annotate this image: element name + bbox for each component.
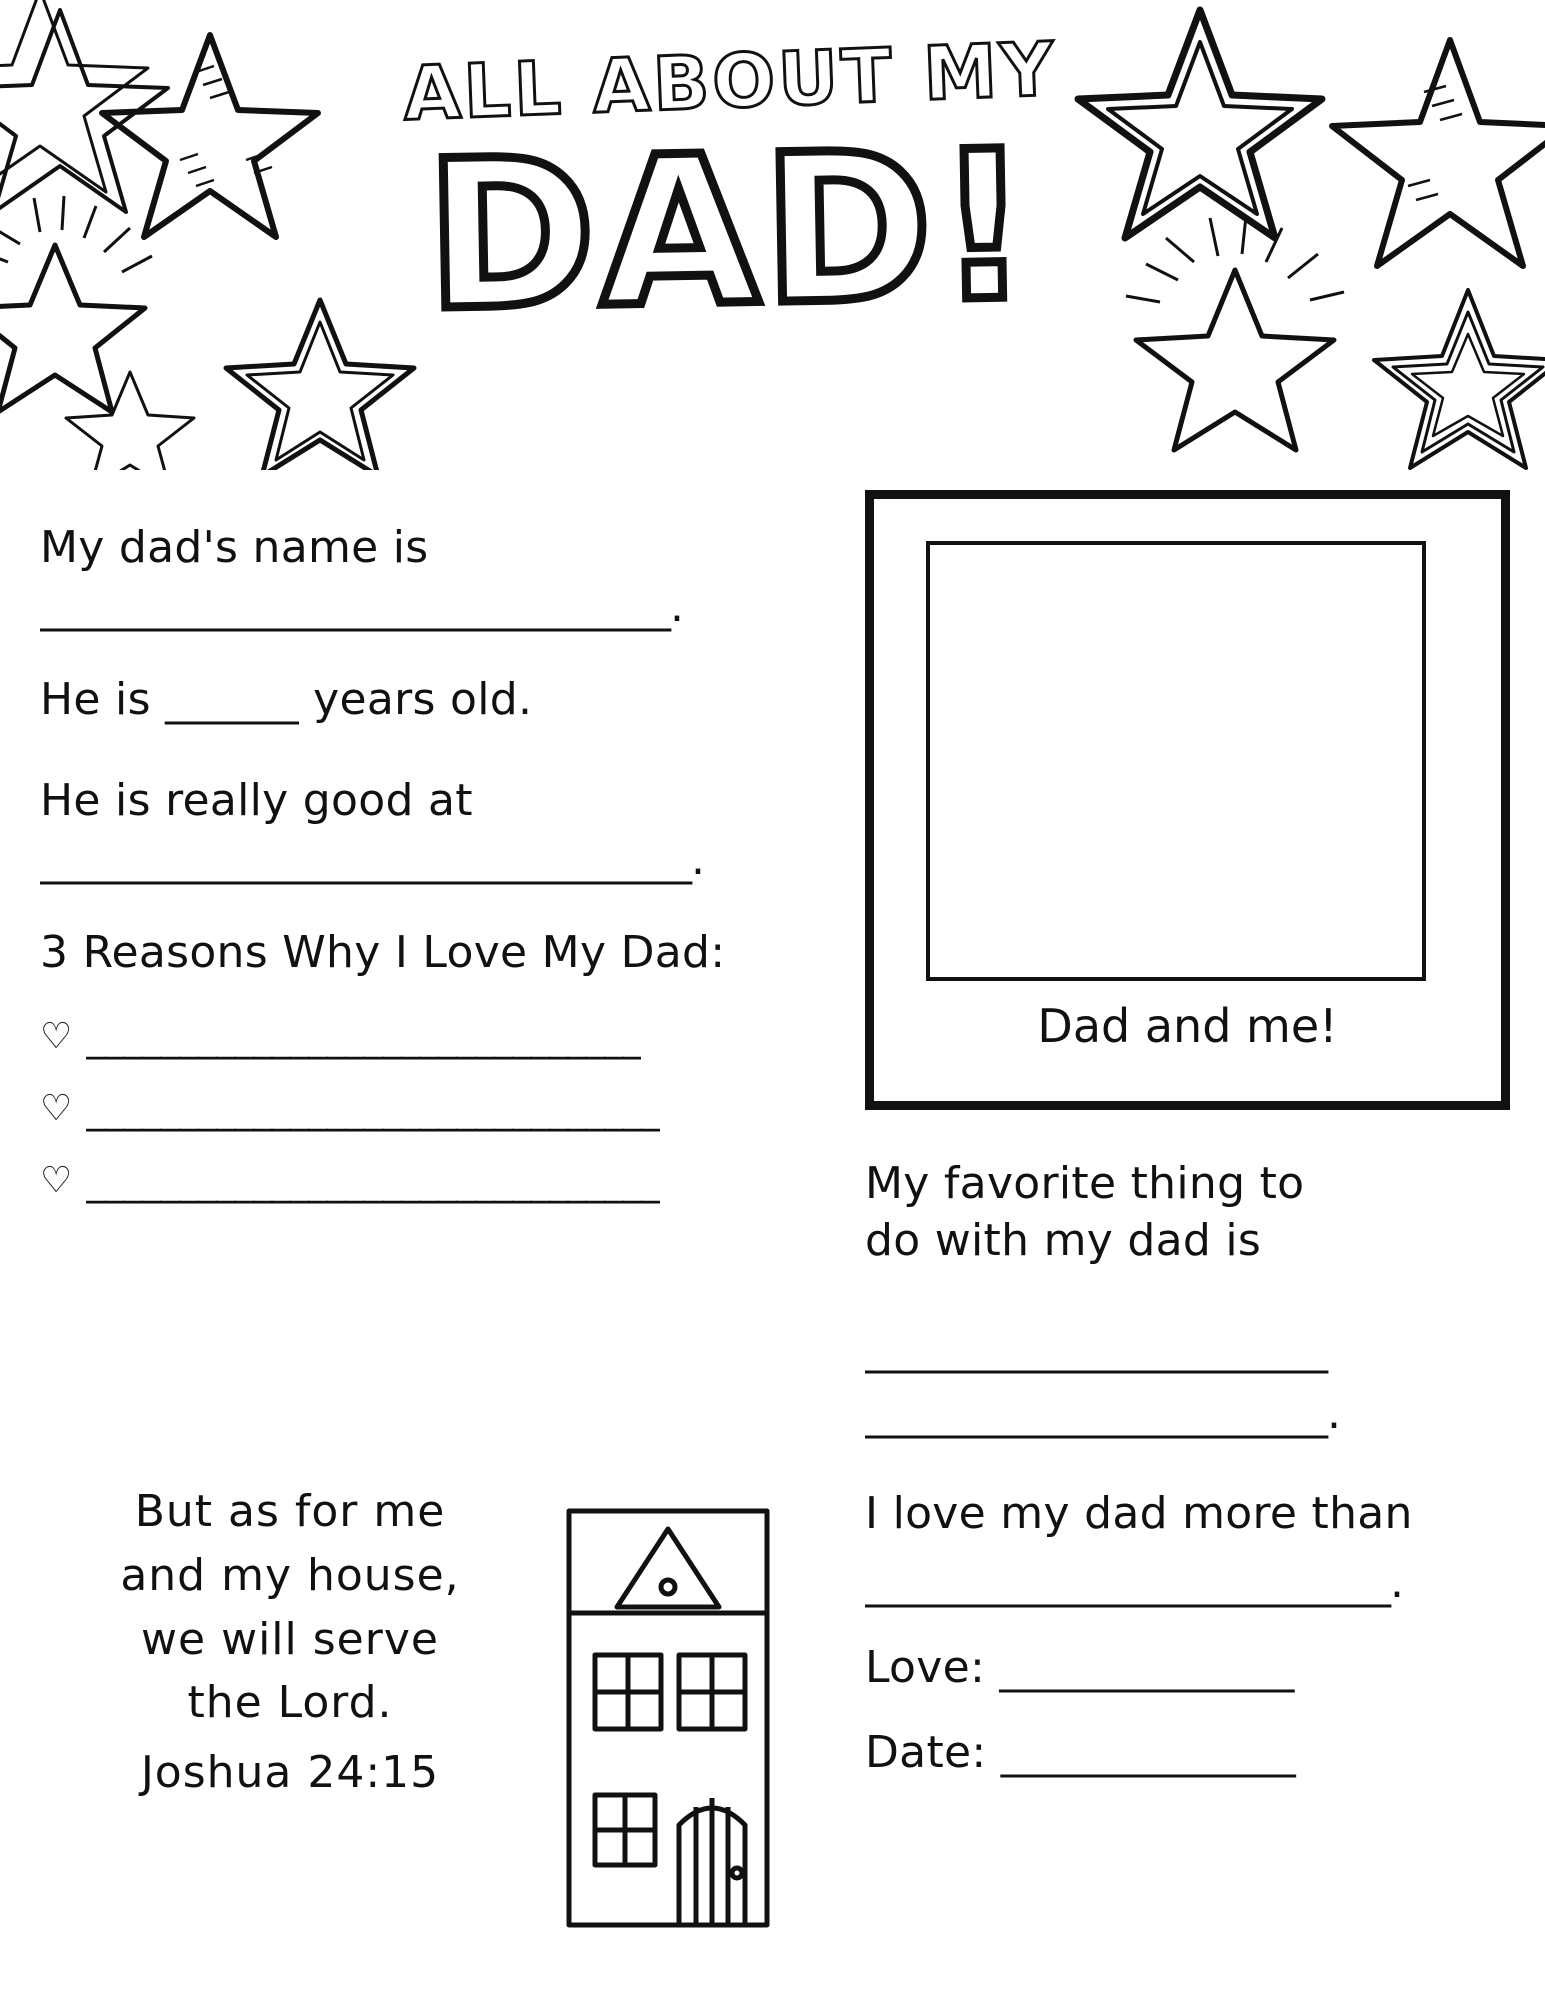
reason-row-1 <box>40 1014 830 1060</box>
photo-caption: Dad and me! <box>1037 999 1338 1053</box>
house-icon <box>555 1495 785 1935</box>
reason-row-2 <box>40 1086 830 1132</box>
love-more-than-blank[interactable]: _________________________. <box>865 1556 1403 1608</box>
favorite-thing-label-line1: My favorite thing to <box>865 1158 1305 1209</box>
favorite-thing-blank-1[interactable]: ______________________ <box>865 1323 1327 1375</box>
love-signature-row <box>865 1642 1505 1693</box>
date-blank[interactable]: ______________ <box>1000 1726 1295 1778</box>
favorite-thing-label-line2: do with my dad is <box>865 1215 1262 1267</box>
dads-age-field[interactable]: He is ______ years old. <box>40 674 533 725</box>
verse-reference: Joshua 24:15 <box>140 1747 440 1799</box>
good-at-blank[interactable]: _______________________________. <box>40 834 704 885</box>
header-banner <box>0 0 1545 470</box>
reason-row-3 <box>40 1158 830 1204</box>
favorite-thing-blank-2[interactable]: ______________________. <box>865 1388 1340 1440</box>
good-at-label: He is really good at <box>40 775 473 826</box>
heart-icon: ♡ <box>40 1088 73 1129</box>
right-column <box>865 1155 1505 1778</box>
title-line-1: ALL ABOUT MY <box>401 26 1059 138</box>
left-column <box>40 520 830 1230</box>
verse-line-1: But as for me <box>134 1486 446 1537</box>
love-blank[interactable]: ______________ <box>999 1641 1294 1693</box>
love-more-than-label: I love my dad more than <box>865 1488 1413 1540</box>
photo-frame[interactable] <box>865 490 1510 1110</box>
heart-icon: ♡ <box>40 1160 73 1201</box>
page-title <box>380 26 1080 357</box>
verse-line-4: the Lord. <box>187 1677 393 1729</box>
dads-name-blank[interactable]: ______________________________. <box>40 581 683 632</box>
love-label: Love: <box>865 1641 986 1693</box>
date-row <box>865 1727 1505 1778</box>
photo-drawing-area[interactable] <box>926 541 1426 981</box>
reason-blank-1[interactable]: ______________________________ <box>86 1014 642 1060</box>
title-line-2: DAD! <box>423 107 1037 357</box>
reasons-heading: 3 Reasons Why I Love My Dad: <box>40 927 726 978</box>
reason-blank-3[interactable]: _______________________________ <box>86 1158 660 1204</box>
dads-name-label: My dad's name is <box>40 522 429 573</box>
verse-line-3: we will serve <box>141 1613 439 1665</box>
reason-blank-2[interactable]: _______________________________ <box>86 1086 660 1132</box>
date-label: Date: <box>865 1726 987 1778</box>
verse-line-2: and my house, <box>120 1549 460 1601</box>
heart-icon: ♡ <box>40 1016 73 1057</box>
scripture-verse <box>40 1480 540 1805</box>
